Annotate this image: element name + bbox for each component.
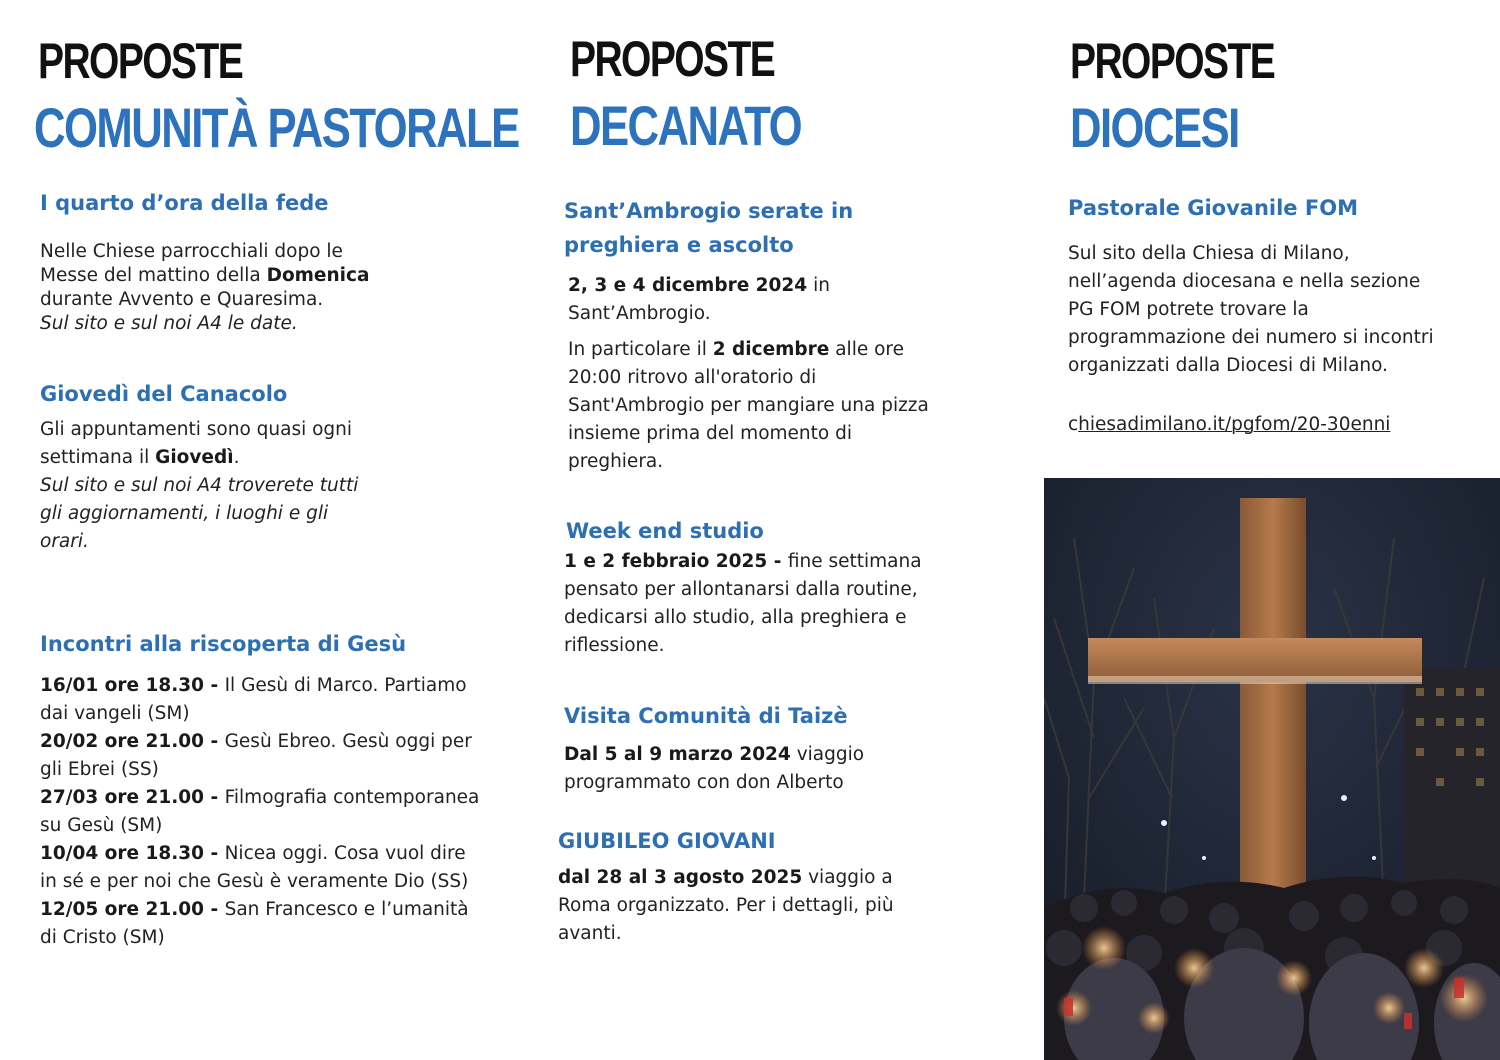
section-text-quarto-ora: Nelle Chiese parrocchiali dopo le Messe del mattino della Domenica durante Avvento e Quaresima. Sul sito e sul noi A4 le date. xyxy=(40,241,370,334)
cross-photo-illustration xyxy=(1044,478,1500,1060)
section-title-sant-ambrogio-2: preghiera e ascolto xyxy=(564,233,794,257)
list-item: 10/04 ore 18.30 - Nicea oggi. Cosa vuol dire in sé e per noi che Gesù è veramente Dio (SS) xyxy=(40,843,469,892)
heading-diocesi: DIOCESI xyxy=(1070,96,1239,159)
section-text-pastorale-giovanile: Sul sito della Chiesa di Milano, nell’agenda diocesana e nella sezione PG FOM potrete trovare la programmazione dei numero si incontri organizzati dalla Diocesi di Milano. xyxy=(1068,243,1434,376)
heading-proposte: PROPOSTE xyxy=(570,31,775,87)
pgfom-link[interactable]: chiesadimilano.it/pgfom/20-30enni xyxy=(1068,414,1391,435)
section-title-week-end-studio: Week end studio xyxy=(566,519,764,543)
section-title-giovedi-canacolo: Giovedì del Canacolo xyxy=(40,382,288,406)
heading-proposte: PROPOSTE xyxy=(1070,33,1275,89)
section-text-giovedi-canacolo: Gli appuntamenti sono quasi ogni settimana il Giovedì. Sul sito e sul noi A4 troverete tutti gli aggiornamenti, i luoghi e gli orari. xyxy=(40,419,359,552)
list-item: 16/01 ore 18.30 - Il Gesù di Marco. Partiamo dai vangeli (SM) xyxy=(40,675,467,724)
list-item: 27/03 ore 21.00 - Filmografia contemporanea su Gesù (SM) xyxy=(40,787,480,836)
section-title-sant-ambrogio-1: Sant’Ambrogio serate in xyxy=(564,199,854,223)
section-text-taize: Dal 5 al 9 marzo 2024 viaggio programmato con don Alberto xyxy=(564,744,865,793)
heading-comunita-pastorale: COMUNITÀ PASTORALE xyxy=(34,96,519,159)
list-item: 20/02 ore 21.00 - Gesù Ebreo. Gesù oggi per gli Ebrei (SS) xyxy=(40,731,472,780)
section-title-incontri-gesu: Incontri alla riscoperta di Gesù xyxy=(40,632,407,656)
heading-decanato: DECANATO xyxy=(570,94,802,157)
section-title-pastorale-giovanile: Pastorale Giovanile FOM xyxy=(1068,196,1358,220)
section-title-taize: Visita Comunità di Taizè xyxy=(564,704,848,728)
section-text-week-end-studio: 1 e 2 febbraio 2025 - fine settimana pensato per allontanarsi dalla routine, dedicarsi allo studio, alla preghiera e riflessione. xyxy=(564,551,922,656)
heading-proposte: PROPOSTE xyxy=(38,33,243,89)
section-text-sant-ambrogio-dates: 2, 3 e 4 dicembre 2024 in Sant’Ambrogio. xyxy=(568,275,830,324)
cross-night-photo xyxy=(1044,478,1500,1060)
list-item: 12/05 ore 21.00 - San Francesco e l’umanità di Cristo (SM) xyxy=(40,899,469,948)
section-text-giubileo: dal 28 al 3 agosto 2025 viaggio a Roma organizzato. Per i dettagli, più avanti. xyxy=(558,867,894,944)
incontri-list xyxy=(40,672,480,952)
section-title-quarto-ora: I quarto d’ora della fede xyxy=(40,191,329,215)
section-text-sant-ambrogio-detail: In particolare il 2 dicembre alle ore 20:00 ritrovo all'oratorio di Sant'Ambrogio per mangiare una pizza insieme prima del momento di preghiera. xyxy=(568,339,929,472)
section-title-giubileo: GIUBILEO GIOVANI xyxy=(558,829,776,853)
